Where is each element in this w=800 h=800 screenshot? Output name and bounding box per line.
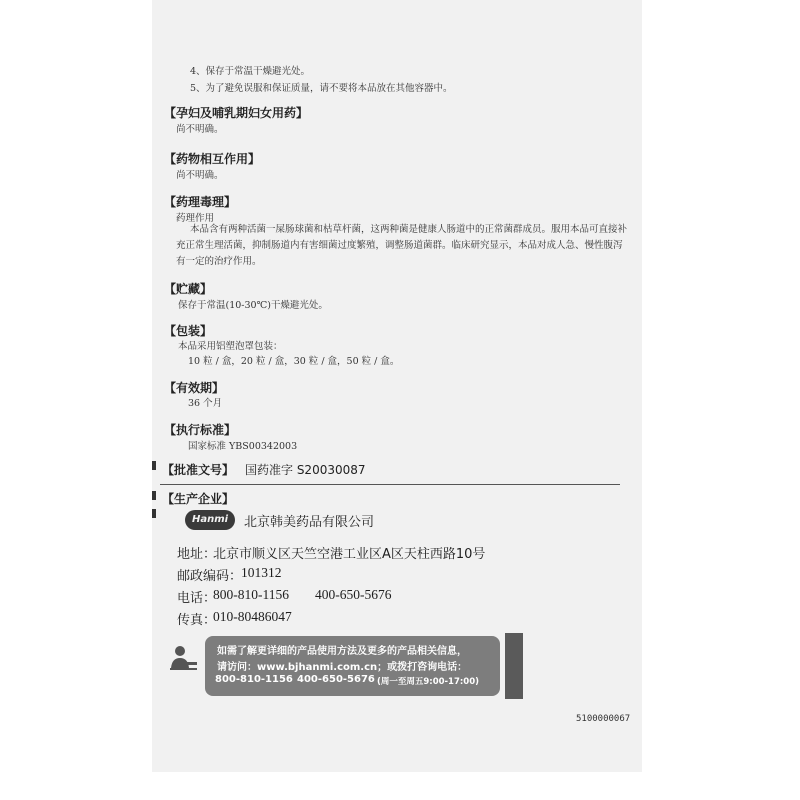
- section-title-approval: 【批准文号】: [162, 463, 235, 477]
- info-box: [205, 636, 500, 696]
- margin-mark: [152, 491, 156, 500]
- phone-value-1: 800-810-1156: [213, 587, 289, 602]
- info-phone-1: 800-810-1156: [215, 674, 293, 685]
- margin-mark: [152, 509, 156, 518]
- divider-line: [160, 484, 620, 485]
- section-text-interaction: 尚不明确。: [176, 170, 224, 181]
- section-title-standard: 【执行标准】: [164, 423, 237, 437]
- person-at-desk-icon: [168, 644, 198, 674]
- section-text-storage: 保存于常温(10-30℃)干燥避光处。: [178, 300, 328, 311]
- phone-label: 电话：: [177, 591, 217, 606]
- fax-value: 010-80486047: [213, 609, 292, 624]
- section-title-manufacturer: 【生产企业】: [162, 492, 235, 506]
- section-text-package-2: 10 粒 / 盒，20 粒 / 盒，30 粒 / 盒，50 粒 / 盒。: [188, 356, 400, 367]
- phone-value-2: 400-650-5676: [315, 587, 392, 602]
- storage-item-5: 5、为了避免误服和保证质量，请不要将本品放在其他容器中。: [190, 83, 453, 94]
- address-label: 地址：: [177, 547, 217, 562]
- section-text-validity: 36 个月: [188, 398, 223, 409]
- company-name: 北京韩美药品有限公司: [244, 515, 375, 530]
- margin-mark: [152, 461, 156, 470]
- section-text-package-1: 本品采用铝塑泡罩包装：: [178, 341, 283, 352]
- hanmi-logo: Hanmi: [185, 510, 235, 530]
- fax-label: 传真：: [177, 613, 217, 628]
- address-value: 北京市顺义区天竺空港工业区A区天柱西路10号: [213, 547, 486, 562]
- info-line-2: 请访问：www.bjhanmi.com.cn；或拨打咨询电话：: [217, 662, 468, 673]
- postcode-value: 101312: [241, 565, 282, 580]
- section-title-storage: 【贮藏】: [164, 282, 213, 296]
- info-phone-2: 400-650-5676: [297, 674, 375, 685]
- info-line-1: 如需了解更详细的产品使用方法及更多的产品相关信息，: [217, 646, 467, 657]
- section-title-pregnancy: 【孕妇及哺乳期妇女用药】: [164, 106, 309, 120]
- section-text-pregnancy: 尚不明确。: [176, 124, 224, 135]
- section-text-pharmacology: 本品含有两种活菌一屎肠球菌和枯草杆菌，这两种菌是健康人肠道中的正常菌群成员。服用本品可直接补充正常生理活菌，抑制肠道内有害细菌过度繁殖，调整肠道菌群。临床研究显示，本品对成人急、慢性腹泻有一定的治疗作用。: [176, 224, 628, 267]
- info-box-side-bar: [505, 633, 523, 699]
- postcode-label: 邮政编码：: [177, 569, 243, 584]
- section-text-standard: 国家标准 YBS00342003: [188, 441, 298, 452]
- section-subtitle-pharmacology: 药理作用: [176, 213, 215, 224]
- section-title-package: 【包装】: [164, 324, 213, 338]
- storage-item-4: 4、保存于常温干燥避光处。: [190, 66, 311, 77]
- section-title-validity: 【有效期】: [164, 381, 225, 395]
- section-title-pharmacology: 【药理毒理】: [164, 195, 237, 209]
- section-text-approval: 国药准字 S20030087: [245, 463, 366, 477]
- section-title-interaction: 【药物相互作用】: [164, 152, 261, 166]
- info-hours: (周一至周五9:00-17:00): [377, 677, 479, 687]
- document-code: 5100000067: [576, 714, 631, 724]
